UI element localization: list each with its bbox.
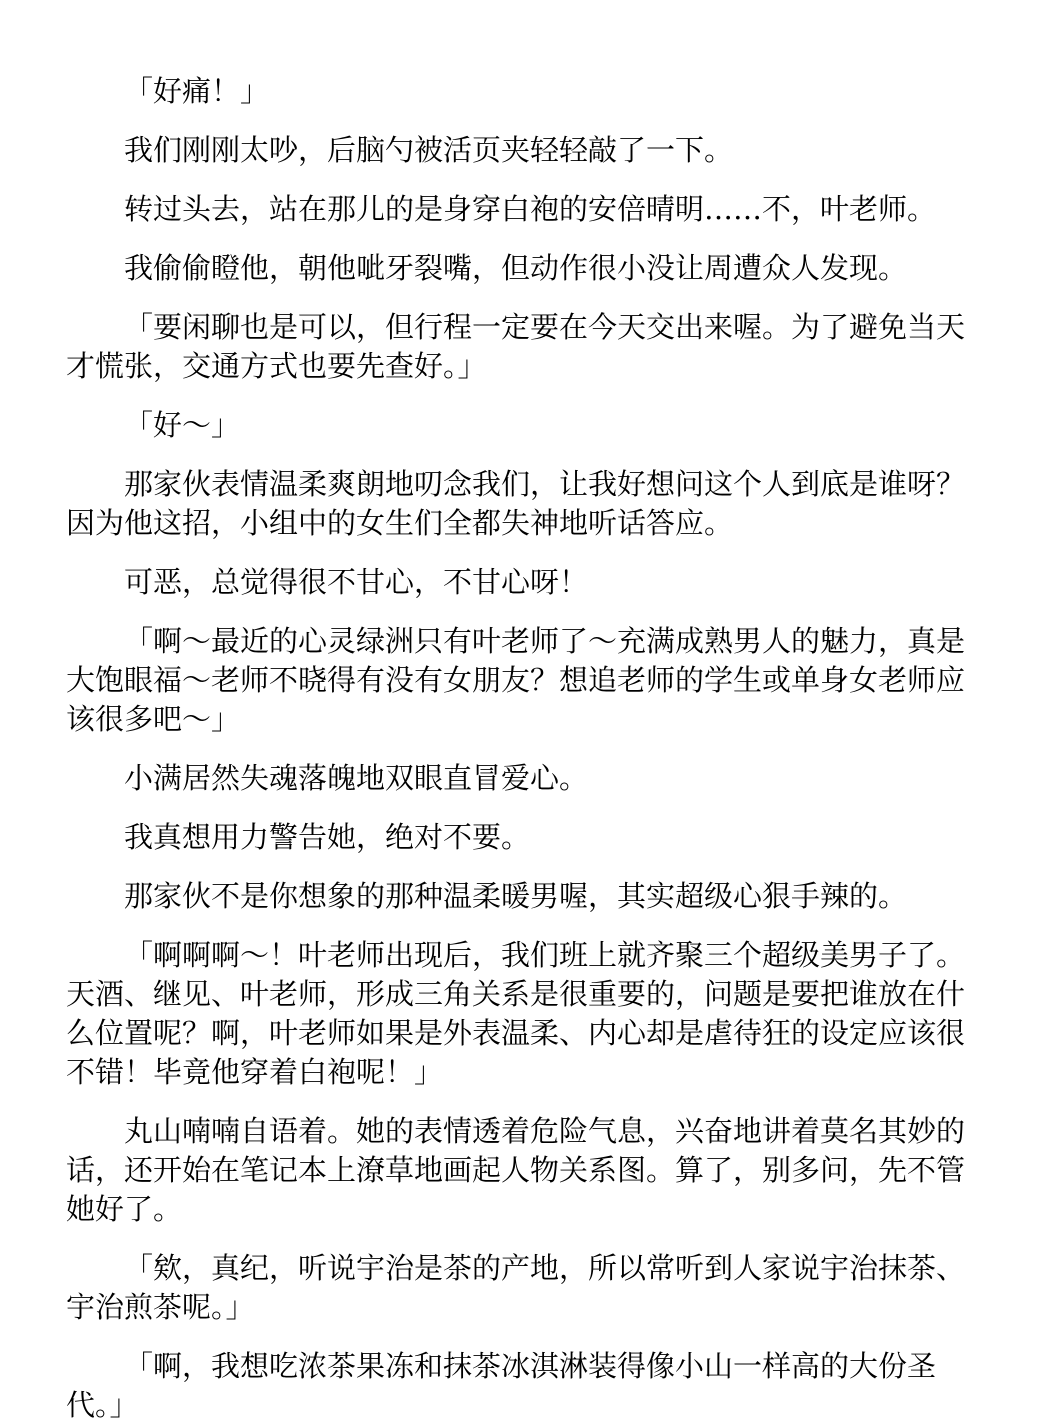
paragraph: 可恶，总觉得很不甘心，不甘心呀！ <box>124 565 589 599</box>
paragraph: 转过头去，站在那儿的是身穿白袍的安倍晴明……不，叶老师。 <box>124 192 937 226</box>
paragraph: 小满居然失魂落魄地双眼直冒爱心。 <box>124 761 589 795</box>
paragraph: 「啊～最近的心灵绿洲只有叶老师了～充满成熟男人的魅力，真是大饱眼福～老师不晓得有没有女朋友？想追老师的学生或单身女老师应该很多吧～」 <box>66 624 966 736</box>
paragraph: 那家伙表情温柔爽朗地叨念我们，让我好想问这个人到底是谁呀？因为他这招，小组中的女生们全都失神地听话答应。 <box>66 467 966 540</box>
paragraph: 那家伙不是你想象的那种温柔暖男喔，其实超级心狠手辣的。 <box>124 879 908 913</box>
paragraph: 「要闲聊也是可以，但行程一定要在今天交出来喔。为了避免当天才慌张，交通方式也要先查好。」 <box>66 310 966 383</box>
paragraph: 「啊，我想吃浓茶果冻和抹茶冰淇淋装得像小山一样高的大份圣代。」 <box>66 1349 937 1422</box>
paragraph: 我真想用力警告她，绝对不要。 <box>124 820 531 854</box>
paragraph: 「好～」 <box>124 408 241 442</box>
paragraph: 「啊啊啊～！叶老师出现后，我们班上就齐聚三个超级美男子了。天酒、继见、叶老师，形成三角关系是很重要的，问题是要把谁放在什么位置呢？啊，叶老师如果是外表温柔、内心却是虐待狂的设定应该很不错！毕竟他穿着白袍呢！」 <box>66 938 966 1089</box>
paragraph: 丸山喃喃自语着。她的表情透着危险气息，兴奋地讲着莫名其妙的话，还开始在笔记本上潦草地画起人物关系图。算了，别多问，先不管她好了。 <box>66 1114 966 1226</box>
paragraph: 「好痛！」 <box>124 74 270 108</box>
paragraph: 我们刚刚太吵，后脑勺被活页夹轻轻敲了一下。 <box>124 133 734 167</box>
paragraph: 「欸，真纪，听说宇治是茶的产地，所以常听到人家说宇治抹茶、宇治煎茶呢。」 <box>66 1251 966 1324</box>
paragraph: 我偷偷瞪他，朝他呲牙裂嘴，但动作很小没让周遭众人发现。 <box>124 251 908 285</box>
